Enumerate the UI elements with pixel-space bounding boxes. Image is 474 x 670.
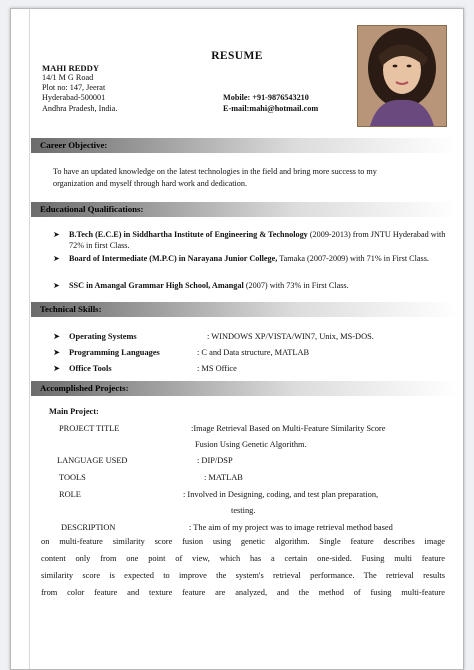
- description-line: content only from one point of view, which has a certain one-sided. Fusing multi feature: [41, 554, 445, 563]
- resume-title: RESUME: [211, 50, 263, 62]
- section-header-education: [31, 202, 457, 217]
- section-header-career-objective: [31, 138, 457, 153]
- degree-name: Board of Intermediate (M.P.C) in Narayana Junior College,: [69, 254, 278, 263]
- degree-details: (2007) with 73% in First Class.: [243, 281, 349, 290]
- address-line: Andhra Pradesh, India.: [42, 104, 118, 113]
- arrow-bullet-icon: ➤: [53, 332, 61, 341]
- project-field-label: LANGUAGE USED: [57, 456, 128, 465]
- description-line: similarity score is expected to improve the system's retrieval performance. The retrieval results: [41, 571, 445, 580]
- project-field-value: : DIP/DSP: [197, 456, 233, 465]
- description-line: from color feature and texture feature are analyzed, and the method of fusing multi-feature: [41, 588, 445, 597]
- degree-name: B.Tech (E.C.E) in Siddhartha Institute of Engineering & Technology: [69, 230, 308, 239]
- skill-value: : C and Data structure, MATLAB: [197, 348, 310, 357]
- degree-name: SSC in Amangal Grammar High School, Amangal: [69, 281, 244, 290]
- project-field-value: : Involved in Designing, coding, and test plan preparation,: [183, 490, 379, 499]
- project-field-value: Fusion Using Genetic Algorithm.: [195, 440, 307, 449]
- arrow-bullet-icon: ➤: [53, 281, 60, 290]
- candidate-name: MAHI REDDY: [42, 63, 100, 73]
- address-line: 14/1 M G Road: [42, 73, 94, 82]
- resume-page: [10, 8, 464, 670]
- address-line: Hyderabad-500001: [42, 93, 106, 102]
- profile-photo: [357, 25, 447, 127]
- description-line: on multi-feature similarity score fusion using genetic algorithm. Single feature describes image: [41, 537, 445, 546]
- section-header-technical-skills: [31, 302, 457, 317]
- skill-value: : WINDOWS XP/VISTA/WIN7, Unix, MS-DOS.: [207, 332, 374, 341]
- skill-label: Programming Languages: [69, 348, 160, 357]
- section-heading: Technical Skills:: [40, 304, 102, 314]
- portrait-image: [358, 26, 446, 126]
- section-header-projects: [31, 381, 457, 396]
- left-margin-line: [29, 9, 30, 669]
- description-paragraph: [41, 533, 445, 601]
- description-text: : The aim of my project was to image retrieval method based: [189, 523, 393, 532]
- skill-label: Operating Systems: [69, 332, 137, 341]
- arrow-bullet-icon: ➤: [53, 348, 61, 357]
- project-field-value: :Image Retrieval Based on Multi-Feature Similarity Score: [191, 424, 386, 433]
- arrow-bullet-icon: ➤: [53, 254, 60, 263]
- project-field-value: : MATLAB: [204, 473, 243, 482]
- degree-details: Tamaka (2007-2009) with 71% in First Class.: [277, 254, 429, 263]
- arrow-bullet-icon: ➤: [53, 230, 60, 239]
- section-heading: Educational Qualifications:: [40, 204, 144, 214]
- degree-details: (2009-2013) from JNTU Hyderabad with 72% in first Class.: [69, 230, 446, 250]
- skill-label: Office Tools: [69, 364, 112, 373]
- project-field-value: testing.: [231, 506, 256, 515]
- project-field-label: PROJECT TITLE: [59, 424, 120, 433]
- project-field-label: DESCRIPTION: [61, 523, 116, 532]
- email-address: E-mail:mahi@hotmail.com: [223, 104, 319, 113]
- main-project-label: Main Project:: [49, 407, 99, 416]
- skill-value: : MS Office: [197, 364, 237, 373]
- objective-text: To have an updated knowledge on the latest technologies in the field and bring more success to my: [53, 167, 377, 176]
- project-field-label: ROLE: [59, 490, 81, 499]
- section-heading: Career Objective:: [40, 140, 108, 150]
- mobile-number: Mobile: +91-9876543210: [223, 93, 309, 102]
- section-heading: Accomplished Projects:: [40, 383, 129, 393]
- arrow-bullet-icon: ➤: [53, 364, 61, 373]
- objective-text: organization and myself through hard work and dedication.: [53, 179, 248, 188]
- address-line: Plot no: 147, Jeerat: [42, 83, 106, 92]
- project-field-label: TOOLS: [59, 473, 86, 482]
